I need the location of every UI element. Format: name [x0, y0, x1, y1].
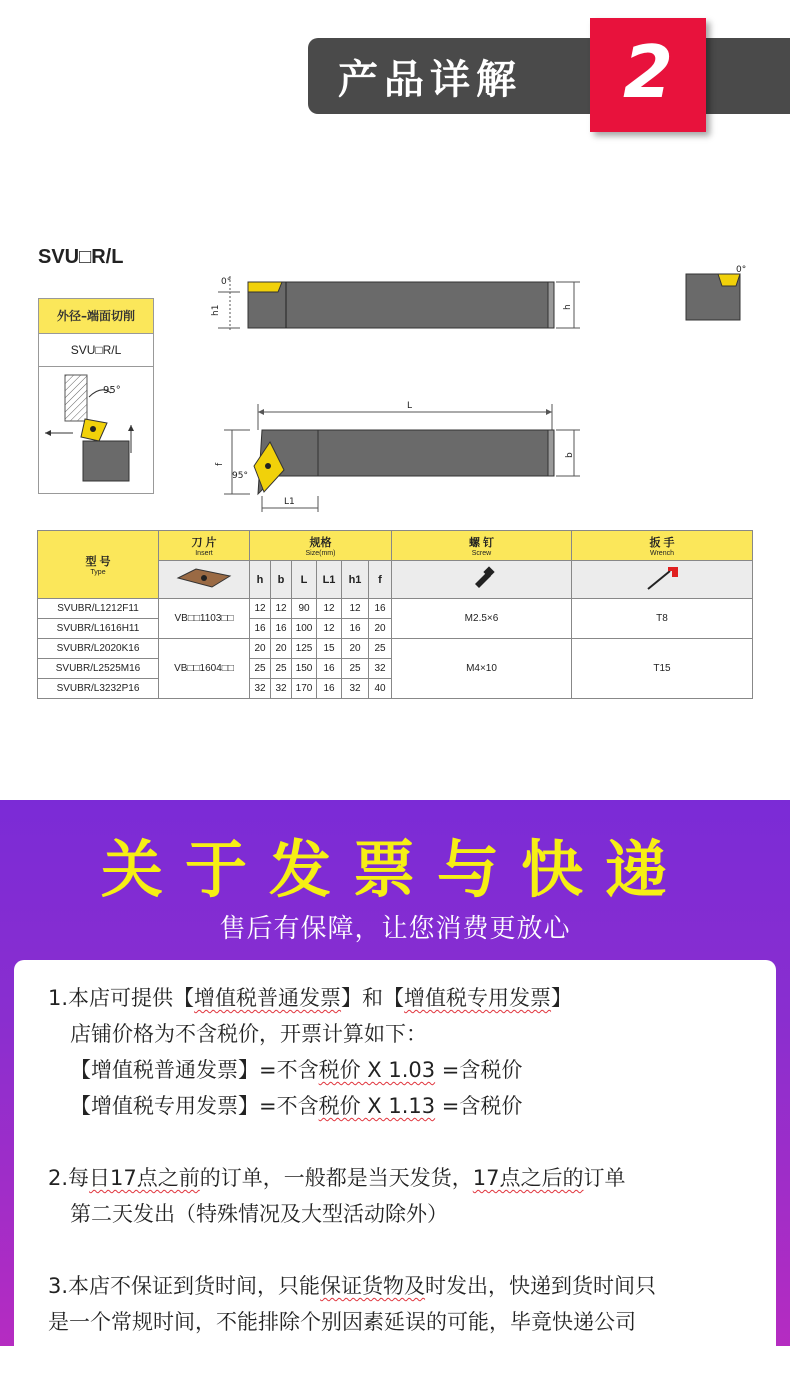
angle-end-label: 0° — [736, 265, 747, 275]
col-L: L — [292, 561, 317, 599]
angle-side-label: 95° — [232, 471, 248, 481]
wrench-icon — [642, 563, 682, 593]
invoice-card — [14, 960, 776, 1380]
p2-line2: 第二天发出（特殊情况及大型活动除外） — [70, 1202, 448, 1226]
invoice-subtitle: 售后有保障，让您消费更放心 — [219, 914, 571, 944]
col-h1: h1 — [342, 561, 369, 599]
card-angle-label: 95° — [103, 385, 121, 396]
insert-image-cell — [159, 561, 250, 599]
type-header: 型 号 Type — [38, 531, 159, 599]
screw-header: 螺 钉 Screw — [392, 531, 572, 561]
banner-title: 产品详解 — [338, 57, 522, 103]
invoice-title: 关于发票与快递 — [100, 833, 689, 906]
spec-table — [37, 530, 753, 699]
table-row: SVUBR/L1212F11 VB□□1103□□ 12 12 90 12 12 16 M2.5×6 T8 — [38, 599, 753, 619]
dim-b-label: b — [565, 452, 575, 458]
p1-line1: 1.本店可提供【增值税普通发票】和【增值税专用发票】 — [48, 986, 573, 1010]
wrench-header: 扳 手 Wrench — [572, 531, 753, 561]
p1-line3: 【增值税普通发票】=不含税价 X 1.03 =含税价 — [70, 1058, 523, 1082]
dim-h1-label: h1 — [211, 304, 221, 316]
dim-L-label: L — [407, 401, 413, 411]
dim-h-label: h — [563, 304, 573, 310]
insert-icon — [174, 566, 234, 590]
dim-f-label: f — [215, 462, 225, 466]
insert-header: 刀 片 Insert — [159, 531, 250, 561]
card-heading: 外径–端面切削 — [39, 299, 153, 334]
screw-icon — [467, 566, 497, 590]
table-row: SVUBR/L2020K16 VB□□1604□□ 20 20 125 15 20 25 M4×10 T15 — [38, 639, 753, 659]
banner-number: 2 — [622, 30, 674, 114]
col-h: h — [250, 561, 271, 599]
dim-L1-label: L1 — [284, 497, 295, 507]
table-row: SVUBR/L3232P16 32 32 170 16 32 40 — [38, 679, 753, 699]
table-row: SVUBR/L2525M16 25 25 150 16 25 32 — [38, 659, 753, 679]
p1-line2: 店铺价格为不含税价，开票计算如下： — [70, 1022, 427, 1046]
p3-line2: 是一个常规时间，不能排除个别因素延误的可能，毕竟快递公司 — [48, 1310, 636, 1334]
col-L1: L1 — [317, 561, 342, 599]
wrench-image-cell — [572, 561, 753, 599]
card-model: SVU□R/L — [39, 334, 153, 367]
table-row: SVUBR/L1616H11 16 16 100 12 16 20 — [38, 619, 753, 639]
insert-top — [248, 282, 282, 292]
p3-line1: 3.本店不保证到货时间，只能保证货物及时发出，快递到货时间只 — [48, 1274, 657, 1298]
col-b: b — [271, 561, 292, 599]
invoice-section — [0, 800, 790, 1346]
tool-top-body — [248, 282, 550, 328]
p1-line4: 【增值税专用发票】=不含税价 X 1.13 =含税价 — [70, 1094, 523, 1118]
angle-top-label: 0° — [221, 277, 232, 287]
model-title: SVU□R/L — [38, 246, 124, 268]
screw-image-cell — [392, 561, 572, 599]
col-f: f — [369, 561, 392, 599]
p2-line1: 2.每日17点之前的订单，一般都是当天发货，17点之后的订单 — [48, 1166, 626, 1190]
tool-drawings — [0, 0, 790, 520]
size-header: 规格 Size(mm) — [250, 531, 392, 561]
tool-side-body — [318, 430, 552, 476]
